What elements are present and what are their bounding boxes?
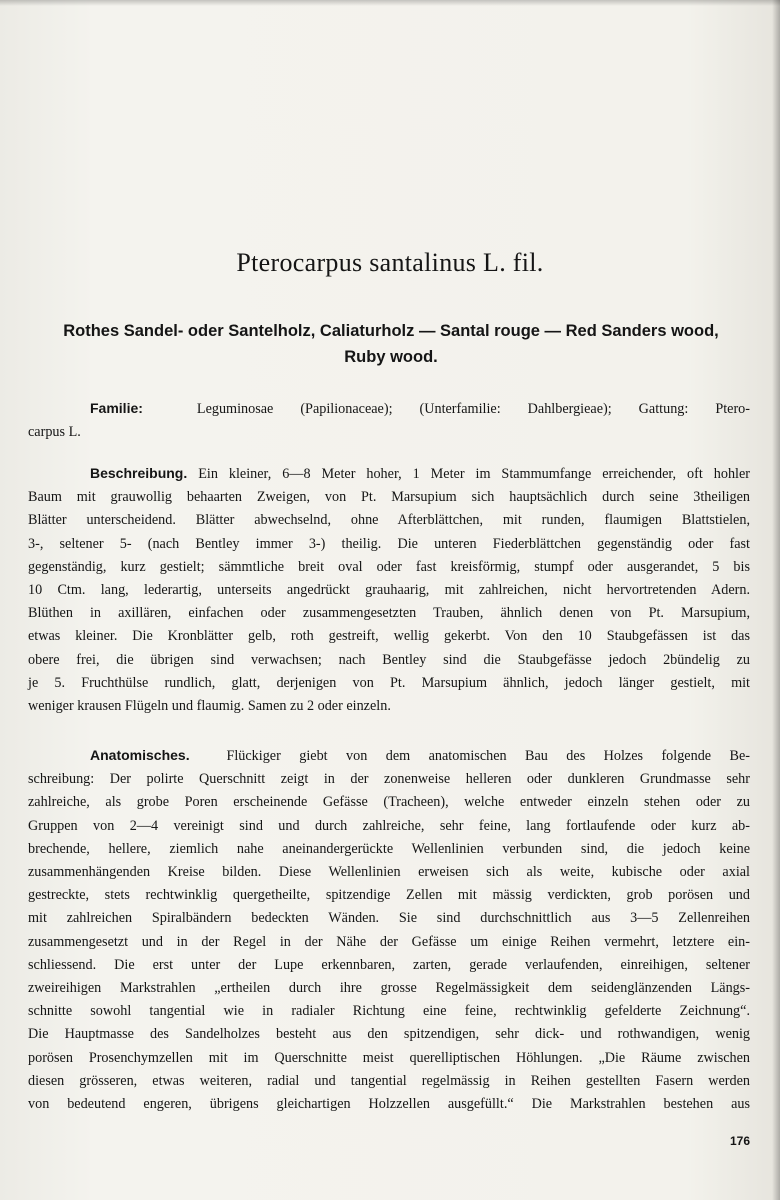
anatomisches-line: schliessend. Die erst unter der Lupe erkennbaren, zarten, gerade verlaufenden, einreihigen, seltener xyxy=(28,956,750,973)
familie-label: Familie: xyxy=(90,400,143,416)
beschreibung-line: 3-, seltener 5- (nach Bentley immer 3-) theilig. Die unteren Fiederblättchen gegenständig oder fast xyxy=(28,535,750,552)
common-names-line-1: Rothes Sandel- oder Santelholz, Caliaturholz — Santal rouge — Red Sanders wood, xyxy=(63,322,719,340)
anatomisches-line: schreibung: Der polirte Querschnitt zeigt in der zonenweise helleren oder dunkleren Grundmasse sehr xyxy=(28,771,750,788)
anatomisches-line: zweireihigen Markstrahlen „ertheilen durch ihre grosse Regelmässigkeit dem seidenglänzenden Längs- xyxy=(28,980,750,997)
anatomisches-line: gestreckte, stets rechtwinklig quergetheilte, spitzendige Zellen mit mässig verdickten, grob porösen und xyxy=(28,887,750,904)
familie-text: Leguminosae (Papilionaceae); (Unterfamilie: Dahlbergieae); Gattung: Ptero- xyxy=(196,401,750,417)
beschreibung-line: 10 Ctm. lang, lederartig, unterseits angedrückt grauhaarig, mit zahlreichen, nicht hervortretenden Adern. xyxy=(28,582,750,599)
beschreibung-line: Baum mit grauwollig behaarten Zweigen, von Pt. Marsupium sich hauptsächlich durch seine 3theiligen xyxy=(28,489,750,506)
common-names-line-2: Ruby wood. xyxy=(344,348,438,366)
familie-line: carpus L. xyxy=(28,424,81,441)
beschreibung-label: Beschreibung. xyxy=(90,465,188,481)
anatomisches-line: brechende, hellere, ziemlich nahe aneinandergerückte Wellenlinien verbunden sind, die jedoch keine xyxy=(28,840,750,857)
anatomisches-line: Gruppen von 2—4 vereinigt sind und durch zahlreiche, sehr feine, lang fortlaufende oder kurz ab- xyxy=(28,817,750,834)
page-edge-shadow xyxy=(772,0,780,1200)
beschreibung-text: Ein kleiner, 6—8 Meter hoher, 1 Meter im Stammumfange erreichender, oft hohler xyxy=(198,466,751,482)
anatomisches-line: von bedeutend engeren, übrigens gleichartigen Holzzellen ausgefüllt.“ Die Markstrahlen bestehen aus xyxy=(28,1096,750,1113)
anatomisches-line: zahlreiche, als grobe Poren erscheinende Gefässe (Tracheen), welche entweder einzeln stehen oder zu xyxy=(28,794,750,811)
beschreibung-line: obere frei, die übrigen sind verwachsen; nach Bentley sind die Staubgefässe jedoch 2bündelig zu xyxy=(28,651,750,668)
page-top-shadow xyxy=(0,0,780,6)
anatomisches-label: Anatomisches. xyxy=(90,747,190,763)
anatomisches-line: zusammenhängenden Kreise bilden. Diese Wellenlinien erweisen sich als weite, kubische oder axial xyxy=(28,864,750,881)
beschreibung-line: gegenständig, kurz gestielt; sämmtliche breit oval oder fast kreisförmig, stumpf oder ausgerandet, 5 bis xyxy=(28,558,750,575)
anatomisches-paragraph xyxy=(28,744,750,1116)
beschreibung-line: Blüthen in axillären, einfachen oder zusammengesetzten Trauben, ähnlich denen von Pt. Marsupium, xyxy=(28,605,750,622)
anatomisches-line: zusammengesetzt und in der Regel in der Nähe der Gefässe um einige Reihen vermehrt, letztere ein- xyxy=(28,933,750,950)
common-names xyxy=(28,318,754,370)
beschreibung-paragraph xyxy=(28,462,750,718)
anatomisches-line: schnitte sowohl tangential wie in radialer Richtung eine feine, rechtwinklig gefelderte Zeichnung“. xyxy=(28,1003,750,1020)
beschreibung-line: weniger krausen Flügeln und flaumig. Samen zu 2 oder einzeln. xyxy=(28,698,391,715)
anatomisches-line: mit zahlreichen Spiralbändern bedeckten Wänden. Sie sind durchschnittlich aus 3—5 Zellenreihen xyxy=(28,910,750,927)
beschreibung-line: je 5. Fruchthülse rundlich, glatt, derjenigen von Pt. Marsupium ähnlich, jedoch länger gestielt, mit xyxy=(28,674,750,691)
beschreibung-line: Blätter unterscheidend. Blätter abwechselnd, ohne Afterblättchen, mit runden, flaumigen Blattstielen, xyxy=(28,512,750,529)
familie-line xyxy=(28,397,750,421)
anatomisches-line xyxy=(28,744,750,768)
anatomisches-text: Flückiger giebt von dem anatomischen Bau des Holzes folgende Be- xyxy=(226,748,750,764)
beschreibung-line xyxy=(28,462,750,486)
familie-paragraph xyxy=(28,397,750,444)
beschreibung-line: etwas kleiner. Die Kronblätter gelb, roth gestreift, wellig gekerbt. Von den 10 Staubgefässen ist das xyxy=(28,628,750,645)
anatomisches-line: Die Hauptmasse des Sandelholzes besteht aus den spitzendigen, sehr dick- und rothwandigen, wenig xyxy=(28,1026,750,1043)
anatomisches-line: porösen Prosenchymzellen mit im Querschnitte meist querelliptischen Höhlungen. „Die Räume zwischen xyxy=(28,1049,750,1066)
page-number: 176 xyxy=(729,1134,750,1148)
page-title: Pterocarpus santalinus L. fil. xyxy=(236,248,544,277)
anatomisches-line: diesen grösseren, etwas weiteren, radial und tangential regelmässig in Reihen gestellten Fasern werden xyxy=(28,1072,750,1089)
